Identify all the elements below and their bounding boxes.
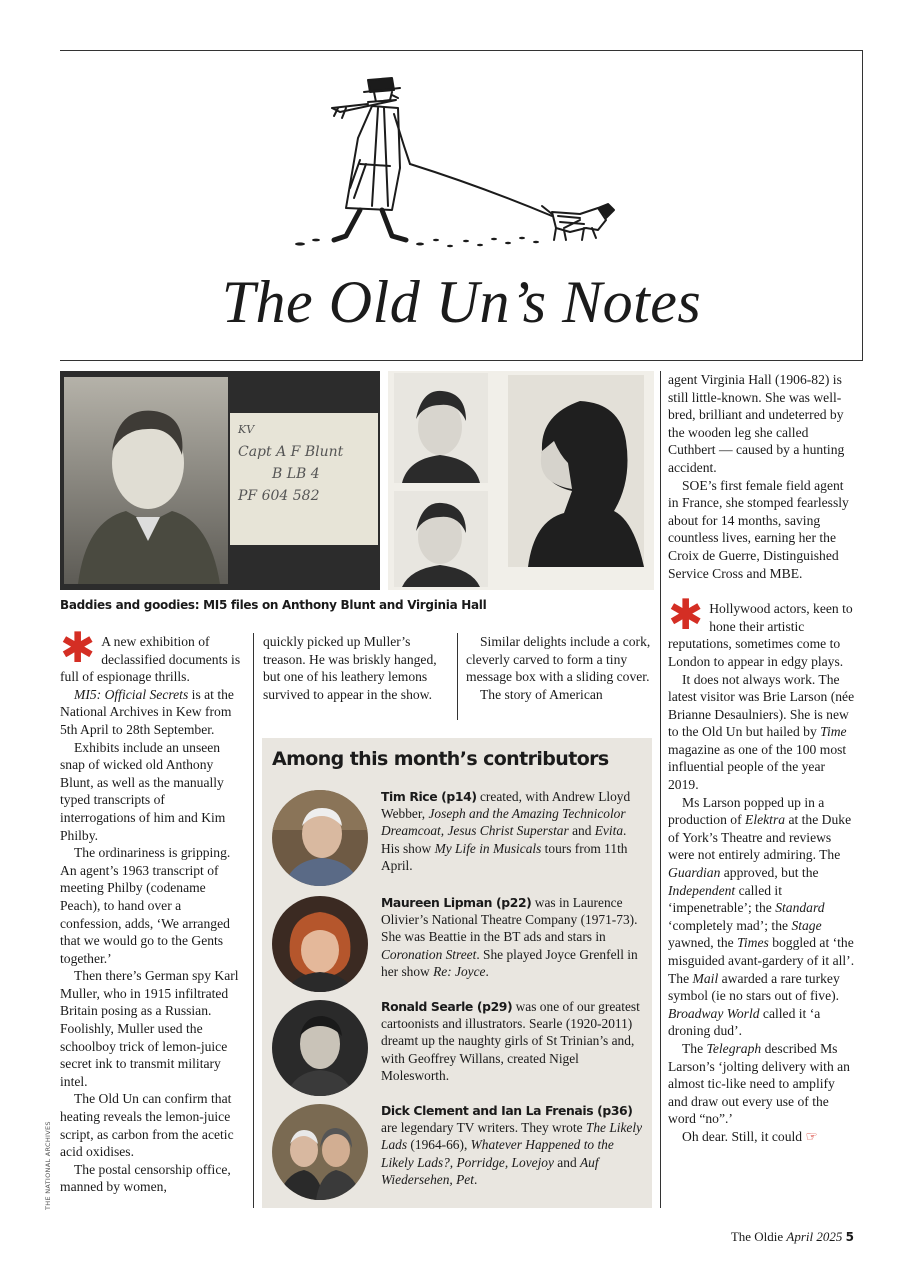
contributor-text: Dick Clement and Ian La Frenais (p36) are legendary TV writers. They wrote The Likely Lads (1964-66), Whatever Happened to the Likely Lads?, Porridge, Lovejoy and Auf Wiedersehen, Pet. <box>381 1103 643 1187</box>
contributors-heading: Among this month’s contributors <box>272 748 609 770</box>
paragraph: SOE’s first female field agent in France, she stomped fearlessly about for 14 months, saving countless lives, earning her the Croix de Guerre, Distinguished Service Cross and MBE. <box>668 477 849 581</box>
card-line: Capt A F Blunt <box>238 444 344 460</box>
spy-walking-dog-illustration <box>280 68 640 258</box>
paragraph: ✱ Hollywood actors, keen to hone their artistic reputations, sometimes come to London to appear in edgy plays. <box>668 590 853 669</box>
column-divider <box>457 633 458 720</box>
card-line: KV <box>238 423 255 436</box>
title-rule <box>60 360 863 361</box>
card-line: PF 604 582 <box>238 488 320 504</box>
page-footer <box>731 1229 854 1245</box>
page-title: The Old Un’s Notes <box>221 269 702 335</box>
blunt-file-card <box>230 413 378 545</box>
top-rule <box>60 50 863 51</box>
column-4 <box>668 371 856 1147</box>
contributor-item <box>272 998 644 1102</box>
paragraph: Similar delights include a cork, cleverly carved to form a tiny message box with a sliding cover. <box>466 634 651 685</box>
contributors-box <box>262 738 652 1208</box>
avatar <box>272 896 368 992</box>
column-divider <box>253 633 254 1208</box>
column-2 <box>263 633 449 703</box>
paragraph: Then there’s German spy Karl Muller, who in 1915 infiltrated Britain posing as a Russian. Foolishly, Muller used the schoolboy trick of lemon-juice secret ink to transmit military intel. <box>60 968 239 1089</box>
paragraph: Ms Larson popped up in a production of Elektra at the Duke of York’s Theatre and reviews were not entirely admiring. The Guardian approved, but the Independent called it ‘impenetrable’; the Standard ‘completely mad’; the Stage yawned, the Times boggled at ‘the misguided avant-gardery of it all’. The Mail awarded a rare turkey symbol (ie no stars out of five). Broadway World called it ‘a droning dud’. <box>668 794 855 1039</box>
column-1 <box>60 623 243 1196</box>
paragraph: Exhibits include an unseen snap of wicked old Anthony Blunt, as well as the manually typed transcripts of interrogations of him and Kim Philby. <box>60 739 226 843</box>
column-3 <box>466 633 654 703</box>
contributor-text: Maureen Lipman (p22) was in Laurence Olivier’s National Theatre Company (1971-73). She was Beattie in the BT ads and stars in Coronation Street. She played Joyce Grenfell in her show Re: Joyce. <box>381 895 638 979</box>
paragraph: MI5: Official Secrets is at the National Archives in Kew from 5th April to 28th September. <box>60 686 234 737</box>
column-divider <box>660 371 661 1208</box>
issue-date: April 2025 <box>786 1229 843 1244</box>
paragraph: ✱ A new exhibition of declassified documents is full of espionage thrills. <box>60 623 241 685</box>
asterisk-icon: ✱ <box>668 590 704 640</box>
contributor-text: Tim Rice (p14) created, with Andrew Lloyd Webber, Joseph and the Amazing Technicolor Dreamcoat, Jesus Christ Superstar and Evita. His show My Life in Musicals tours from 11th April. <box>381 789 631 873</box>
paragraph: The story of American <box>480 686 603 702</box>
paragraph: The ordinariness is gripping. An agent’s 1963 transcript of meeting Philby (codename Peach), to hand over a confession, adds, ‘We arranged that we would go to the Gents together.’ <box>60 845 231 966</box>
page-number: 5 <box>845 1230 854 1244</box>
contributor-item <box>272 788 644 892</box>
magazine-name: The Oldie <box>730 1229 784 1244</box>
contributor-item <box>272 894 644 998</box>
virginia-hall-file-photos <box>388 371 654 590</box>
pointing-hand-icon: ☞ <box>805 1128 818 1145</box>
paragraph: quickly picked up Muller’s treason. He was briskly hanged, but one of his leathery lemons survived to appear in the show. <box>263 634 437 702</box>
paragraph: agent Virginia Hall (1906-82) is still little-known. She was well-bred, brilliant and undeterred by the wooden leg she called Cuthbert — caused by a hunting accident. <box>668 372 845 475</box>
asterisk-icon: ✱ <box>60 623 96 672</box>
blunt-file-photo <box>60 371 380 590</box>
card-line: B LB 4 <box>272 466 320 482</box>
contributor-item <box>272 1102 644 1206</box>
avatar <box>272 1104 368 1200</box>
avatar <box>272 1000 368 1096</box>
photo-credit: THE NATIONAL ARCHIVES <box>44 1121 52 1210</box>
paragraph: The postal censorship office, manned by women, <box>60 1161 231 1195</box>
contributor-text: Ronald Searle (p29) was one of our greatest cartoonists and illustrators. Searle (1920-2011) dreamt up the naughty girls of St Trinian’s and, with Geoffrey Willans, created Nigel Molesworth. <box>381 999 640 1083</box>
paragraph: The Telegraph described Ms Larson’s ‘jolting delivery with an almost tic-like need to amplify and draw out every use of the word “no”.’ <box>668 1040 850 1127</box>
avatar <box>272 790 368 886</box>
virginia-hall-portraits <box>388 371 654 590</box>
paragraph: It does not always work. The latest visitor was Brie Larson (née Brianne Desaulniers). She is new to the Old Un but hailed by Time magazine as one of the 100 most influential people of the year 2019. <box>668 671 855 793</box>
paragraph: Oh dear. Still, it could ☞ <box>682 1128 818 1145</box>
paragraph: The Old Un can confirm that heating reveals the lemon-juice script, as carbon from the acetic acid oxidises. <box>60 1091 234 1160</box>
photo-caption: Baddies and goodies: MI5 files on Anthony Blunt and Virginia Hall <box>60 598 487 612</box>
